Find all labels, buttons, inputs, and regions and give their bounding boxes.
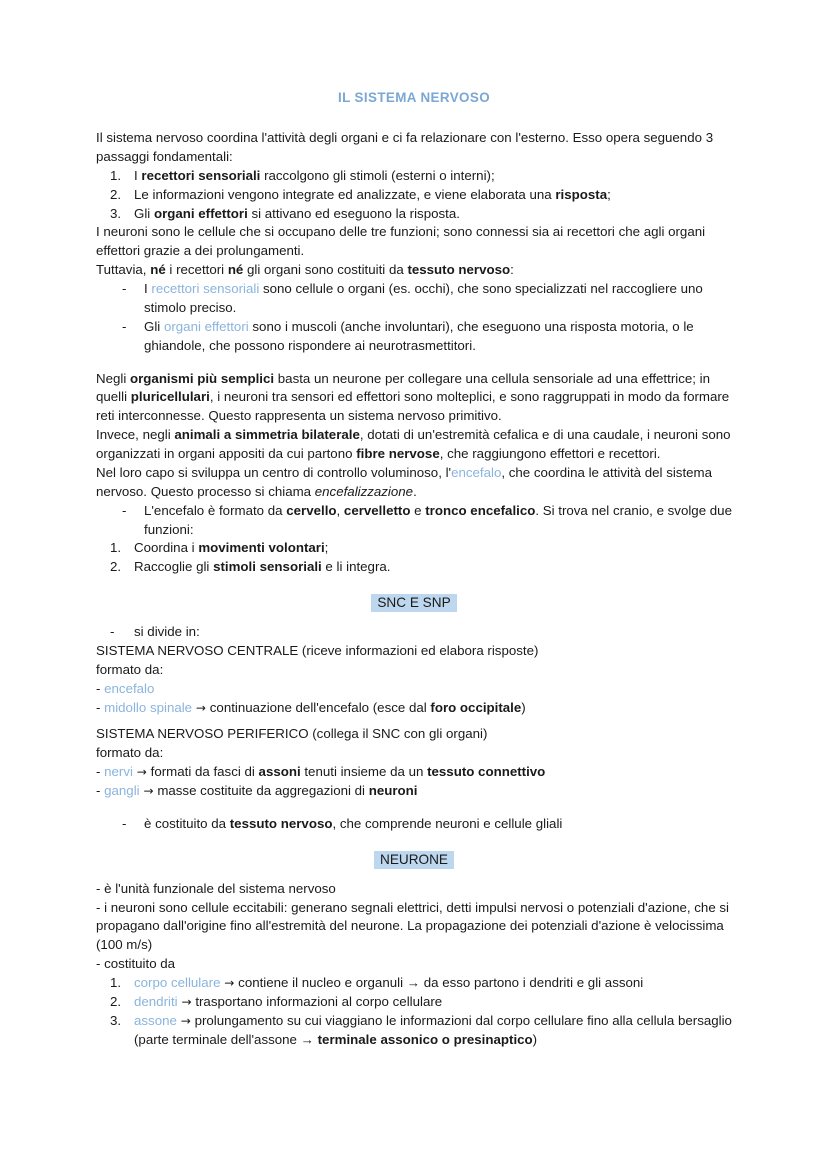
text-fragment: e [410, 502, 426, 518]
bilateral-paragraph [96, 426, 732, 464]
emphasis: animali a simmetria bilaterale [174, 427, 360, 443]
neurone-line-2: - i neuroni sono cellule eccitabili: generano segnali elettrici, detti impulsi nervosi o potenziali d'azione, che si propagano dall'origine fino all'estremità del neurone. La propagazione dei potenziali d'azione è velocissima (100 m/s) [96, 899, 730, 953]
emphasis: tessuto nervoso [229, 815, 333, 831]
neurone-line-1: - è l'unità funzionale del sistema nervoso [96, 880, 336, 896]
text-fragment: - [96, 680, 105, 696]
arrow-icon: → [139, 784, 158, 799]
text-fragment: continuazione dell'encefalo (esce dal [209, 699, 431, 715]
spacer [96, 717, 732, 725]
encephalon-functions-list [96, 539, 732, 577]
text-fragment: Gli [144, 318, 164, 334]
list-text [134, 187, 611, 202]
emphasis: risposta [555, 186, 608, 202]
list-text [134, 540, 328, 555]
list-text [134, 206, 460, 221]
text-fragment: Gli [134, 205, 154, 221]
list-item [96, 280, 732, 318]
spacer [96, 801, 732, 815]
intro-steps-list [96, 167, 732, 224]
snp-item-nervi [96, 763, 732, 782]
arrow-icon: → [132, 765, 151, 780]
emphasis: tronco encefalico [425, 502, 536, 518]
text-fragment: , che comprende neuroni e cellule gliali [332, 815, 563, 831]
list-text [144, 503, 732, 537]
list-text [144, 816, 562, 831]
section-heading-label: SNC E SNP [371, 594, 456, 612]
list-marker: 1. [110, 975, 122, 991]
list-marker: - [122, 318, 127, 334]
emphasis: né [227, 262, 244, 278]
intro-paragraph: Il sistema nervoso coordina l'attività degli organi e ci fa relazionare con l'esterno. Esso opera seguendo 3 passaggi fondamentali: [96, 130, 714, 164]
text-fragment: trasportano informazioni al corpo cellulare [195, 993, 443, 1009]
snc-title: SISTEMA NERVOSO CENTRALE (riceve informazioni ed elabora risposte) [96, 642, 539, 658]
list-text [134, 975, 643, 990]
encephalon-bullet-list [96, 502, 732, 540]
emphasis: tessuto connettivo [427, 764, 546, 780]
text-fragment: Negli [96, 370, 130, 386]
text-fragment: basta un neurone per collegare una cellula sensoriale ad una effettrice; in quelli [96, 370, 710, 405]
text-fragment: Coordina i [134, 540, 199, 556]
snc-item-encefalo [96, 680, 732, 699]
text-fragment: . [413, 483, 417, 499]
list-marker: - [110, 624, 115, 640]
text-fragment: I [134, 167, 142, 183]
list-item [96, 502, 732, 540]
list-marker: 1. [110, 540, 122, 556]
snp-title: SISTEMA NERVOSO PERIFERICO (collega il SNC con gli organi) [96, 726, 488, 742]
arrow-icon: → [177, 994, 196, 1009]
list-marker: - [122, 815, 127, 831]
intro-bullets-list [96, 280, 732, 356]
list-text [134, 559, 390, 574]
list-text [134, 168, 495, 183]
emphasis: organi effettori [153, 205, 248, 221]
text-fragment: . Si trova nel cranio, e svolge due funzioni: [144, 502, 732, 537]
list-item [96, 974, 732, 993]
list-text: si divide in: [134, 624, 200, 640]
text-fragment: sono i muscoli (anche involuntari), che eseguono una risposta motoria, o le ghiandole, che possono rispondere ai neurotrasmettitori. [144, 318, 694, 353]
organisms-paragraph [96, 370, 732, 427]
arrow-icon: → [192, 700, 210, 715]
list-text [134, 1013, 732, 1047]
emphasis: recettori sensoriali [141, 167, 261, 183]
highlight-term: midollo spinale [104, 699, 193, 715]
snc-item-midollo [96, 699, 732, 718]
text-fragment: , che coordina le attività del sistema nervoso. Questo processo si chiama [96, 464, 713, 499]
text-fragment: raccolgono gli stimoli (esterni o interni); [260, 167, 495, 183]
text-fragment: si attivano ed eseguono la risposta. [247, 205, 460, 221]
list-text [144, 319, 694, 353]
text-fragment: gli organi sono costituiti da [243, 262, 408, 278]
arrow-icon: → [220, 976, 239, 991]
emphasis: assoni [258, 764, 301, 780]
section-heading-label: NEURONE [374, 851, 454, 869]
text-fragment: ; [324, 540, 329, 556]
list-item [96, 815, 732, 834]
neurone-parts-list [96, 974, 732, 1050]
spacer [96, 356, 732, 370]
list-text [144, 281, 703, 315]
text-fragment: è costituito da [144, 815, 230, 831]
list-marker: 3. [110, 1012, 122, 1028]
emphasis-italic: encefalizzazione [314, 483, 414, 499]
text-fragment: I [144, 281, 152, 297]
emphasis: cervelletto [343, 502, 411, 518]
highlight-term: gangli [104, 783, 140, 799]
emphasis: organismi più semplici [130, 370, 275, 386]
list-item [96, 318, 732, 356]
highlight-term: dendriti [134, 993, 178, 1009]
arrow-icon: → [176, 1013, 195, 1028]
text-fragment: sono cellule o organi (es. occhi), che sono specializzati nel raccogliere uno stimolo preciso. [144, 281, 703, 315]
list-item [96, 1012, 732, 1050]
list-item [96, 186, 732, 205]
page-title: IL SISTEMA NERVOSO [337, 90, 491, 105]
emphasis: tessuto nervoso [407, 262, 511, 278]
section-heading-neurone [96, 850, 732, 870]
text-fragment: - [96, 699, 105, 715]
list-item [96, 558, 732, 577]
list-item [96, 167, 732, 186]
text-fragment: ; [607, 186, 611, 202]
emphasis: né [150, 262, 166, 278]
neurons-functions-paragraph: I neuroni sono le cellule che si occupano delle tre funzioni; sono connessi sia ai recettori che agli organi effettori grazie a dei prolungamenti. [96, 224, 706, 259]
emphasis: stimoli sensoriali [213, 559, 322, 575]
highlight-term: assone [134, 1012, 177, 1028]
text-fragment: , che raggiungono effettori e recettori. [439, 446, 661, 462]
text-fragment: Le informazioni vengono integrate ed analizzate, e viene elaborata una [134, 186, 556, 202]
list-item [96, 205, 732, 224]
emphasis: pluricellulari [130, 389, 210, 405]
highlight-term: recettori sensoriali [151, 281, 260, 297]
list-item [96, 539, 732, 558]
highlight-term: corpo cellulare [134, 975, 221, 991]
text-fragment: ) [532, 1031, 538, 1047]
text-fragment: - [96, 764, 105, 780]
text-fragment: , i neuroni tra sensori ed effettori sono molteplici, e sono raggruppati in modo da formare reti interconnesse. Questo rappresenta un sistema nervoso primitivo. [96, 389, 730, 424]
encephalization-paragraph [96, 464, 732, 502]
list-marker: 2. [110, 993, 122, 1009]
list-marker: 1. [110, 167, 122, 183]
emphasis: movimenti volontari [198, 540, 325, 556]
text-fragment: : [510, 262, 514, 278]
text-fragment: , [336, 502, 344, 518]
list-marker: 2. [110, 559, 122, 575]
list-marker: 3. [110, 205, 122, 221]
highlight-term: encefalo [104, 680, 155, 696]
text-fragment: contiene il nucleo e organuli → da esso partono i dendriti e gli assoni [238, 975, 644, 991]
list-marker: - [122, 502, 127, 518]
emphasis: neuroni [368, 783, 418, 799]
snc-snp-lead-list [96, 623, 732, 642]
text-fragment: prolungamento su cui viaggiano le informazioni dal corpo cellulare fino alla cellula bersaglio (parte terminale dell'assone → [134, 1012, 732, 1047]
text-fragment: , dotati di un'estremità cefalica e di una caudale, i neuroni sono organizzati in organi appositi da cui partono [96, 427, 731, 462]
text-fragment: e li integra. [321, 559, 391, 575]
list-item [96, 623, 732, 642]
snp-item-gangli [96, 782, 732, 801]
emphasis: cervello [286, 502, 337, 518]
highlight-term: nervi [104, 764, 133, 780]
text-fragment: Nel loro capo si sviluppa un centro di controllo voluminoso, l' [96, 464, 452, 480]
emphasis: foro occipitale [430, 699, 522, 715]
text-fragment: Raccoglie gli [134, 559, 214, 575]
emphasis: fibre nervose [356, 446, 440, 462]
tissue-paragraph [96, 261, 732, 280]
list-item [96, 993, 732, 1012]
text-fragment: Tuttavia, [96, 262, 151, 278]
text-fragment: formati da fasci di [150, 764, 259, 780]
neurone-line-3: - costituito da [96, 956, 176, 972]
emphasis: terminale assonico o presinaptico [317, 1031, 533, 1047]
snp-closing-bullet-list [96, 815, 732, 834]
list-marker: 2. [110, 186, 122, 202]
snc-formed-by: formato da: [96, 661, 164, 677]
text-fragment: ) [521, 699, 526, 715]
list-text [134, 994, 442, 1009]
section-heading-snc-snp [96, 593, 732, 613]
highlight-term: encefalo [451, 464, 502, 480]
text-fragment: L'encefalo è formato da [144, 502, 287, 518]
snp-formed-by: formato da: [96, 745, 164, 761]
highlight-term: organi effettori [163, 318, 249, 334]
text-fragment: masse costituite da aggregazioni di [157, 783, 369, 799]
text-fragment: i recettori [165, 262, 228, 278]
list-marker: - [122, 281, 127, 297]
text-fragment: - [96, 783, 105, 799]
text-fragment: tenuti insieme da un [300, 764, 428, 780]
text-fragment: Invece, negli [96, 427, 175, 443]
